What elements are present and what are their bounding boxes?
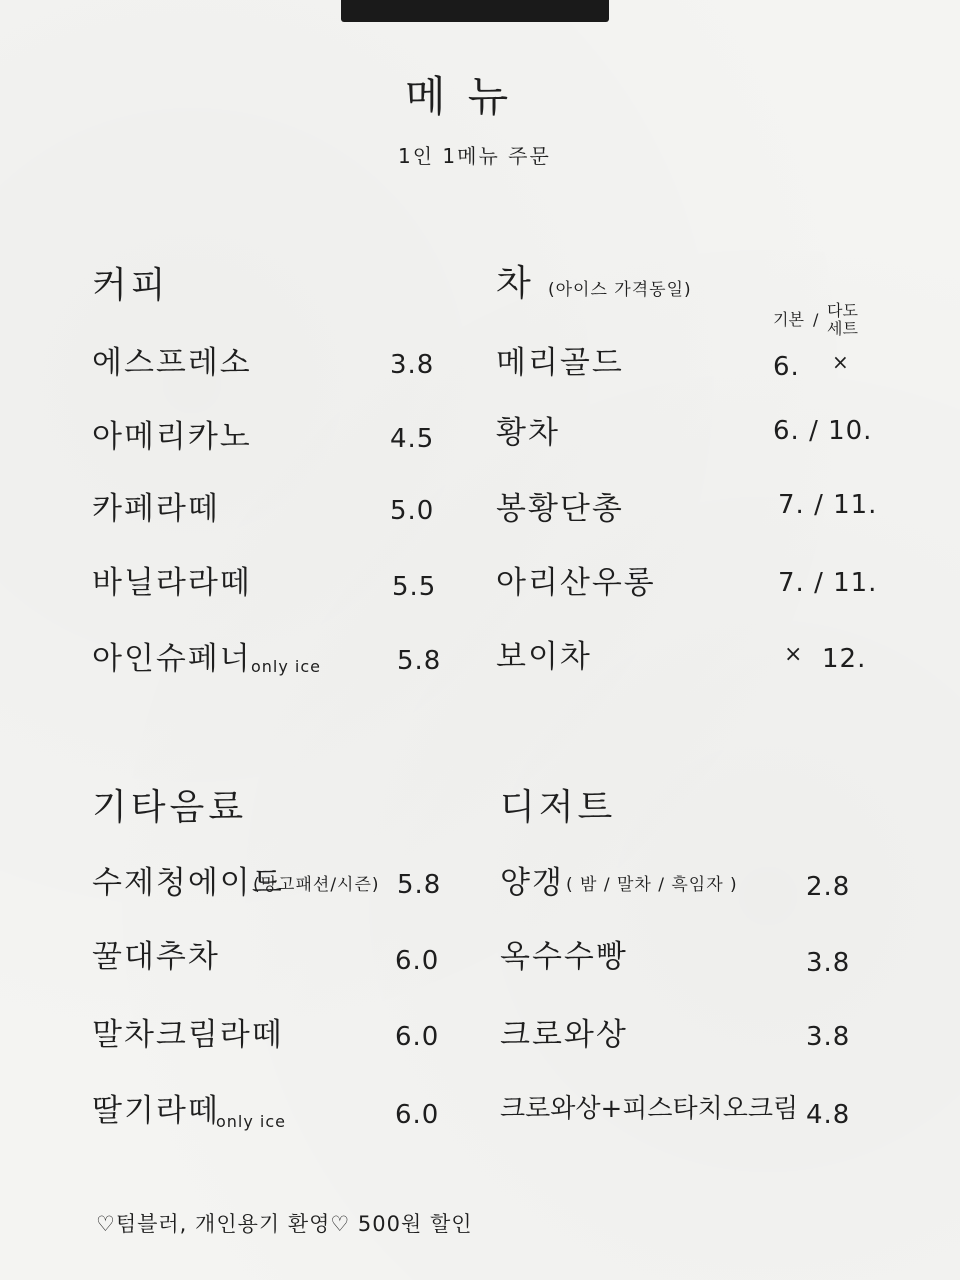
other-item-price: 6.0 <box>395 1100 440 1130</box>
coffee-item-price: 3.8 <box>390 350 435 380</box>
coffee-section-title: 커피 <box>92 265 170 306</box>
menu-title: 메뉴 <box>405 72 531 121</box>
coffee-item-name: 바닐라라떼 <box>92 565 252 601</box>
tea-item-price: × <box>784 642 804 667</box>
tea-col-basic: 기본 <box>773 310 804 329</box>
dessert-item-price: 3.8 <box>806 948 851 978</box>
other-item-price: 5.8 <box>397 870 442 900</box>
tea-section-title: 차 <box>496 263 535 304</box>
dessert-item-price: 3.8 <box>806 1022 851 1052</box>
tea-item-name: 보이차 <box>496 639 592 675</box>
dessert-item-price: 4.8 <box>806 1100 851 1130</box>
other-item-note: (망고패션/시즌) <box>253 875 380 895</box>
footer-note: ♡텀블러, 개인용기 환영♡ 500원 할인 <box>96 1212 473 1236</box>
dessert-item-name: 양갱 <box>500 865 564 901</box>
tea-item-price: 6. / 10. <box>773 416 873 446</box>
tea-col-sep: / <box>813 310 819 329</box>
dessert-item-price: 2.8 <box>806 872 851 902</box>
tea-item-set: 12. <box>822 644 867 674</box>
tea-item-price: 7. / 11. <box>778 490 878 520</box>
dessert-section-title: 디저트 <box>500 787 617 828</box>
coffee-item-name: 카페라떼 <box>92 491 220 527</box>
tea-col-set-line2: 세트 <box>827 319 858 338</box>
tea-item-set: × <box>832 350 850 374</box>
tea-item-name: 황차 <box>496 415 560 451</box>
other-item-note: only ice <box>216 1112 287 1131</box>
tea-item-price: 6. <box>773 352 800 382</box>
other-item-name: 딸기라떼 <box>92 1093 220 1129</box>
tea-item-name: 아리산우롱 <box>496 565 656 601</box>
other-item-name: 꿀대추차 <box>92 939 220 975</box>
coffee-item-note: only ice <box>251 657 322 676</box>
coffee-item-price: 4.5 <box>390 424 435 454</box>
other-item-price: 6.0 <box>395 1022 440 1052</box>
other-item-name: 수제청에이드 <box>92 865 284 901</box>
tea-item-price: 7. / 11. <box>778 568 878 598</box>
dessert-item-name: 크로와상+피스타치오크림 <box>500 1094 799 1124</box>
dessert-item-note: ( 밤 / 말차 / 흑임자 ) <box>566 875 738 895</box>
coffee-item-name: 에스프레소 <box>92 345 252 381</box>
coffee-item-price: 5.5 <box>392 572 437 602</box>
tea-item-name: 메리골드 <box>496 345 624 381</box>
coffee-item-price: 5.0 <box>390 496 435 526</box>
tea-price-note: (아이스 가격동일) <box>548 280 692 300</box>
other-item-name: 말차크림라떼 <box>92 1017 284 1053</box>
other-item-price: 6.0 <box>395 946 440 976</box>
dessert-item-name: 옥수수빵 <box>500 939 628 975</box>
tea-col-set-line1: 다도 <box>827 301 858 320</box>
tea-item-name: 봉황단총 <box>496 491 624 527</box>
coffee-item-name: 아인슈페너 <box>92 641 252 677</box>
binder-clip <box>341 0 609 22</box>
other-section-title: 기타음료 <box>92 787 248 828</box>
coffee-item-name: 아메리카노 <box>92 419 252 455</box>
menu-subtitle: 1인 1메뉴 주문 <box>398 144 551 168</box>
dessert-item-name: 크로와상 <box>500 1017 628 1053</box>
coffee-item-price: 5.8 <box>397 646 442 676</box>
